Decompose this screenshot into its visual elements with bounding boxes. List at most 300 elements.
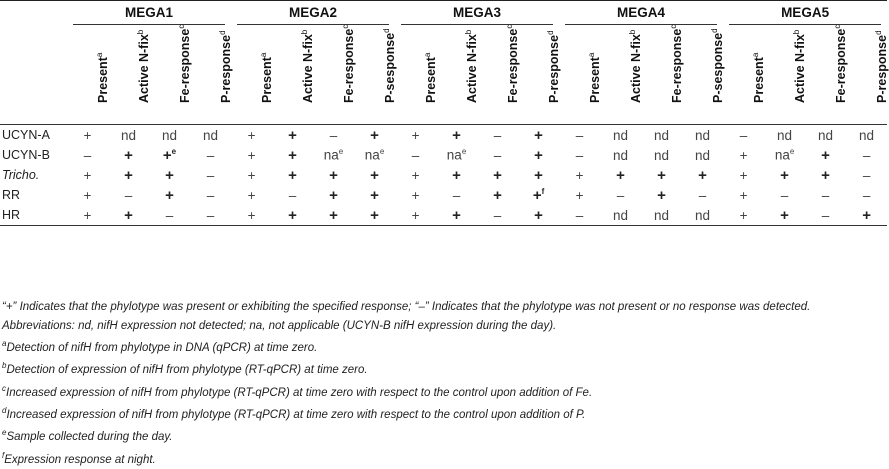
cell-value: +	[288, 166, 297, 184]
footnote-text: “+” Indicates that the phylotype was present or exhibiting the specified response; “–” Indicates that the phylotype was not present or no response was detected.	[2, 301, 811, 313]
column-header-label: Fe-response	[669, 28, 684, 103]
table-cell	[354, 165, 395, 185]
cell-value: –	[493, 147, 502, 163]
cell-value: +	[534, 166, 543, 184]
table-cell	[313, 145, 354, 165]
table-cell	[477, 125, 518, 146]
footnote-marker: d	[2, 405, 7, 415]
cell-value: nd	[695, 127, 711, 143]
column-header	[354, 28, 395, 125]
cell-value: –	[165, 207, 174, 223]
column-header	[559, 28, 600, 125]
cell-value: –	[452, 187, 461, 203]
cell-value: +	[452, 166, 461, 184]
cell-value: +	[493, 166, 502, 184]
cell-value: +	[165, 166, 174, 184]
cell-sup: e	[461, 147, 467, 157]
cell-value: na	[323, 147, 339, 163]
group-header-mega1	[67, 2, 231, 28]
table-cell	[149, 145, 190, 165]
column-header-label: Present	[751, 56, 766, 103]
table-cell	[682, 185, 723, 205]
table-cell	[805, 145, 846, 165]
cell-value: +	[780, 166, 789, 184]
cell-value: +	[329, 166, 338, 184]
table-cell	[846, 145, 887, 165]
table-cell	[67, 165, 108, 185]
table-cell	[518, 185, 559, 205]
table-cell	[559, 205, 600, 226]
cell-value: nd	[613, 207, 629, 223]
group-header-mega2	[231, 2, 395, 28]
cell-value: +	[739, 167, 748, 183]
cell-value: –	[575, 147, 584, 163]
column-header-sup: b	[135, 29, 145, 35]
cell-value: +	[247, 187, 256, 203]
table-cell	[436, 125, 477, 146]
corner-cell-2	[0, 28, 67, 125]
cell-value: +	[698, 166, 707, 184]
group-header-mega3	[395, 2, 559, 28]
column-header	[190, 28, 231, 125]
cell-value: +	[657, 166, 666, 184]
footnote-text: Increased expression of nifH from phylotype (RT-qPCR) at time zero with respect to the control upon addition of P.	[6, 408, 586, 421]
table-cell	[518, 125, 559, 146]
table-cell	[764, 165, 805, 185]
table-row	[0, 165, 887, 185]
footnote-text: Expression response at night.	[4, 453, 156, 466]
cell-value: –	[862, 147, 871, 163]
cell-value: +	[657, 186, 666, 204]
cell-value: +	[411, 207, 420, 223]
cell-value: nd	[654, 207, 670, 223]
cell-value: +	[739, 187, 748, 203]
table-cell	[67, 145, 108, 165]
cell-value: +	[247, 167, 256, 183]
column-header	[805, 24, 848, 125]
cell-value: +	[411, 127, 420, 143]
cell-value: –	[862, 167, 871, 183]
table-cell	[559, 185, 600, 205]
column-header	[108, 28, 149, 125]
cell-value: –	[575, 207, 584, 223]
column-header-sup: c	[504, 24, 514, 29]
row-label: Tricho.	[2, 168, 40, 182]
cell-value: nd	[120, 127, 137, 143]
table-cell	[518, 205, 559, 226]
cell-value: na	[446, 147, 462, 163]
table-cell	[67, 205, 108, 226]
table-cell	[805, 165, 846, 185]
cell-value: nd	[161, 127, 178, 143]
cell-value: +	[83, 167, 92, 183]
table-cell	[190, 165, 231, 185]
column-header-sup: c	[832, 24, 842, 29]
cell-value: –	[411, 147, 420, 163]
column-header-sup: b	[791, 29, 801, 35]
table-cell	[641, 165, 682, 185]
table-cell	[354, 185, 395, 205]
table-cell	[805, 185, 846, 205]
table-cell	[354, 205, 395, 226]
cell-value: –	[698, 187, 707, 203]
cell-value: –	[862, 187, 871, 203]
cell-value: +	[534, 206, 543, 224]
column-header	[764, 28, 805, 125]
cell-value: +	[370, 206, 379, 224]
cell-value: –	[780, 187, 789, 203]
group-label: MEGA2	[237, 5, 389, 25]
column-header-sup: d	[381, 28, 391, 33]
column-header-sup: c	[340, 24, 350, 29]
table-cell	[805, 125, 846, 146]
column-header-sup: d	[709, 28, 719, 33]
column-header-sup: c	[668, 24, 678, 29]
table-cell	[600, 165, 641, 185]
row-label: UCYN-A	[2, 128, 50, 142]
cell-value: +	[739, 147, 748, 163]
footnote	[2, 424, 882, 446]
column-header-label: P-response	[546, 34, 561, 103]
column-header-label: Present	[423, 56, 438, 103]
table-cell	[477, 165, 518, 185]
cell-value: +	[288, 206, 297, 224]
cell-value: +	[83, 187, 92, 203]
cell-value: +	[739, 207, 748, 223]
column-header-sup: b	[627, 29, 637, 35]
cell-value: +	[83, 127, 92, 143]
column-header-sup: d	[545, 30, 555, 35]
cell-value: –	[206, 147, 215, 163]
cell-value: +	[247, 127, 256, 143]
group-label: MEGA3	[401, 5, 553, 25]
footnote-marker: e	[2, 428, 7, 438]
cell-value: na	[774, 147, 790, 163]
cell-value: na	[364, 147, 380, 163]
cell-value: +	[329, 206, 338, 224]
table-cell	[846, 205, 887, 226]
table-cell	[313, 185, 354, 205]
row-label: HR	[0, 205, 67, 226]
footnote	[2, 447, 882, 469]
cell-sup: f	[541, 186, 545, 196]
cell-value: –	[288, 187, 297, 203]
cell-value: +	[616, 166, 625, 184]
column-header	[67, 28, 108, 125]
cell-value: +	[821, 146, 830, 164]
table-cell	[231, 165, 272, 185]
table-cell	[67, 125, 108, 146]
column-header-label: Present	[587, 56, 602, 103]
table-cell	[190, 205, 231, 226]
cell-value: +	[575, 167, 584, 183]
footnote-marker: f	[2, 450, 5, 460]
column-header	[231, 28, 272, 125]
column-header-label: Fe-response	[505, 28, 520, 103]
cell-sup: e	[171, 146, 177, 156]
cell-value: +	[493, 186, 502, 204]
cell-value: +	[247, 147, 256, 163]
column-header-label: Fe-response	[177, 28, 192, 103]
column-header	[149, 24, 192, 125]
cell-value: +	[370, 166, 379, 184]
table-cell	[518, 145, 559, 165]
table-cell	[231, 205, 272, 226]
table-cell	[190, 185, 231, 205]
table-cell	[149, 185, 190, 205]
column-header-row	[0, 28, 887, 125]
table-cell	[108, 205, 149, 226]
cell-value: –	[124, 187, 133, 203]
column-header	[682, 28, 723, 125]
cell-sup: e	[379, 147, 385, 157]
table-cell	[723, 125, 764, 146]
column-header-sup: b	[463, 29, 473, 35]
cell-value: +	[821, 166, 830, 184]
column-header-label: Fe-response	[341, 28, 356, 103]
table-cell	[231, 145, 272, 165]
table-cell	[641, 125, 682, 146]
column-header-label: Present	[95, 56, 110, 103]
table-cell	[723, 185, 764, 205]
table-cell	[149, 125, 190, 146]
cell-value: –	[493, 127, 502, 143]
table-row	[0, 125, 887, 146]
column-header-sup: a	[422, 52, 432, 57]
footnote	[2, 317, 882, 336]
column-header-label: Active N-fix	[300, 34, 315, 103]
table-cell	[108, 125, 149, 146]
cell-value: nd	[777, 127, 793, 143]
table-cell	[600, 205, 641, 226]
cell-value: +	[370, 126, 379, 144]
table-cell	[272, 165, 313, 185]
table-cell	[190, 145, 231, 165]
table-cell	[846, 125, 887, 146]
column-header-label: Present	[259, 56, 274, 103]
cell-value: +	[288, 126, 297, 144]
cell-value: nd	[695, 207, 711, 223]
column-header	[600, 28, 641, 125]
cell-value: nd	[654, 147, 670, 163]
cell-value: +	[452, 206, 461, 224]
table-cell	[395, 205, 436, 226]
cell-value: –	[493, 207, 502, 223]
table-row	[0, 205, 887, 226]
group-header-mega4	[559, 2, 723, 28]
table-cell	[723, 165, 764, 185]
column-header-label: P-sesponse	[382, 32, 397, 103]
cell-value: +	[165, 186, 174, 204]
table-cell	[764, 205, 805, 226]
table-cell	[436, 185, 477, 205]
table-cell	[559, 125, 600, 146]
table-cell	[518, 165, 559, 185]
table-cell	[313, 205, 354, 226]
cell-value: +	[532, 186, 542, 204]
table-cell	[272, 125, 313, 146]
table-cell	[67, 185, 108, 205]
cell-value: –	[206, 167, 215, 183]
table-cell	[559, 145, 600, 165]
column-header-text	[874, 30, 889, 103]
group-label: MEGA1	[73, 5, 225, 25]
column-header-label: Active N-fix	[792, 34, 807, 103]
table-cell	[108, 165, 149, 185]
table-cell	[682, 205, 723, 226]
footnote-text: Detection of expression of nifH from phylotype (RT-qPCR) at time zero.	[6, 364, 368, 377]
cell-value: nd	[654, 127, 670, 143]
phylotype-table	[0, 2, 887, 226]
footnote	[2, 380, 882, 402]
column-header-label: Active N-fix	[628, 34, 643, 103]
cell-value: +	[329, 186, 338, 204]
table-cell	[477, 185, 518, 205]
table-cell	[149, 205, 190, 226]
row-label: UCYN-B	[2, 148, 50, 162]
column-header-sup: a	[750, 52, 760, 57]
group-header-mega5	[723, 2, 887, 28]
table-cell	[313, 125, 354, 146]
cell-value: –	[206, 187, 215, 203]
cell-sup: e	[789, 147, 795, 157]
table-cell	[272, 185, 313, 205]
cell-value: nd	[202, 127, 219, 143]
table-cell	[723, 205, 764, 226]
cell-value: +	[411, 167, 420, 183]
table-cell	[600, 125, 641, 146]
cell-value: nd	[613, 147, 629, 163]
table-row	[0, 185, 887, 205]
table-cell	[477, 145, 518, 165]
table-cell	[231, 185, 272, 205]
top-rule	[0, 0, 887, 1]
column-header-sup: b	[299, 29, 309, 35]
cell-value: –	[616, 187, 625, 203]
cell-value: +	[124, 166, 133, 184]
column-header-sup: a	[94, 52, 104, 57]
cell-value: nd	[859, 127, 875, 143]
column-header	[313, 24, 356, 125]
footnote-marker: a	[2, 339, 7, 348]
cell-value: +	[452, 126, 461, 144]
table-cell	[846, 165, 887, 185]
cell-value: nd	[613, 127, 629, 143]
table-cell	[682, 165, 723, 185]
footnote	[2, 402, 882, 424]
table-cell	[436, 145, 477, 165]
footnote-text: Increased expression of nifH from phylotype (RT-qPCR) at time zero with respect to the control upon addition of Fe.	[6, 386, 593, 399]
column-header-label: P-sesponse	[710, 32, 725, 103]
table-cell	[682, 125, 723, 146]
cell-value: –	[821, 187, 830, 203]
cell-value: –	[821, 207, 830, 223]
table-cell	[108, 185, 149, 205]
table-cell	[108, 145, 149, 165]
cell-value: +	[247, 207, 256, 223]
column-header-label: P-response	[218, 34, 233, 103]
table-cell	[477, 205, 518, 226]
table-cell	[764, 185, 805, 205]
column-header-sup: a	[258, 52, 268, 57]
row-label: RR	[2, 188, 21, 202]
table-cell	[395, 145, 436, 165]
table-cell	[395, 185, 436, 205]
cell-value: –	[739, 127, 748, 143]
column-header-label: Active N-fix	[464, 34, 479, 103]
group-label: MEGA5	[729, 5, 881, 25]
footnote-text: Sample collected during the day.	[6, 431, 173, 444]
table-cell	[436, 165, 477, 185]
table-cell	[395, 125, 436, 146]
column-header-sup: d	[873, 30, 883, 35]
cell-value: +	[534, 126, 543, 144]
cell-value: +	[288, 146, 297, 164]
table-cell	[641, 145, 682, 165]
cell-value: +	[780, 206, 789, 224]
column-header-sup: c	[176, 24, 186, 29]
table-cell	[354, 125, 395, 146]
column-header	[518, 28, 559, 125]
table-cell	[764, 125, 805, 146]
column-header-sup: d	[217, 30, 227, 35]
table-cell	[600, 185, 641, 205]
footnote-text: Detection of nifH from phylotype in DNA (qPCR) at time zero.	[6, 341, 318, 354]
cell-value: +	[124, 206, 133, 224]
footnote	[2, 335, 882, 357]
footnote-marker: c	[2, 383, 6, 393]
cell-value: +	[124, 146, 133, 164]
table-cell	[846, 185, 887, 205]
footnote	[2, 357, 882, 379]
column-header-label: P-response	[874, 34, 889, 103]
column-header	[723, 28, 764, 125]
group-label: MEGA4	[565, 5, 717, 25]
cell-value: –	[206, 207, 215, 223]
cell-value: nd	[818, 127, 834, 143]
table-cell	[395, 165, 436, 185]
cell-value: –	[329, 127, 338, 143]
column-header	[641, 24, 684, 125]
cell-value: +	[83, 207, 92, 223]
footnote	[2, 298, 882, 317]
group-header-row	[0, 2, 887, 28]
footnote-marker: b	[2, 361, 7, 371]
footnotes	[2, 298, 882, 469]
table-cell	[231, 125, 272, 146]
footnote-text: Abbreviations: nd, nifH expression not detected; na, not applicable (UCYN-B nifH expression during the day).	[2, 319, 557, 332]
cell-value: +	[411, 187, 420, 203]
table-cell	[559, 165, 600, 185]
column-header-sup: a	[586, 52, 596, 57]
corner-cell	[0, 2, 67, 28]
cell-value: +	[370, 186, 379, 204]
table-cell	[313, 165, 354, 185]
cell-value: +	[575, 187, 584, 203]
cell-sup: e	[338, 147, 344, 157]
column-header-label: Active N-fix	[136, 34, 151, 103]
table-cell	[682, 145, 723, 165]
cell-value: +	[862, 206, 871, 224]
table-cell	[805, 205, 846, 226]
table-cell	[641, 185, 682, 205]
column-header	[436, 28, 477, 125]
table-body	[0, 125, 887, 226]
table-cell	[436, 205, 477, 226]
column-header-label: Fe-response	[833, 28, 848, 103]
cell-value: –	[83, 147, 92, 163]
table-cell	[600, 145, 641, 165]
